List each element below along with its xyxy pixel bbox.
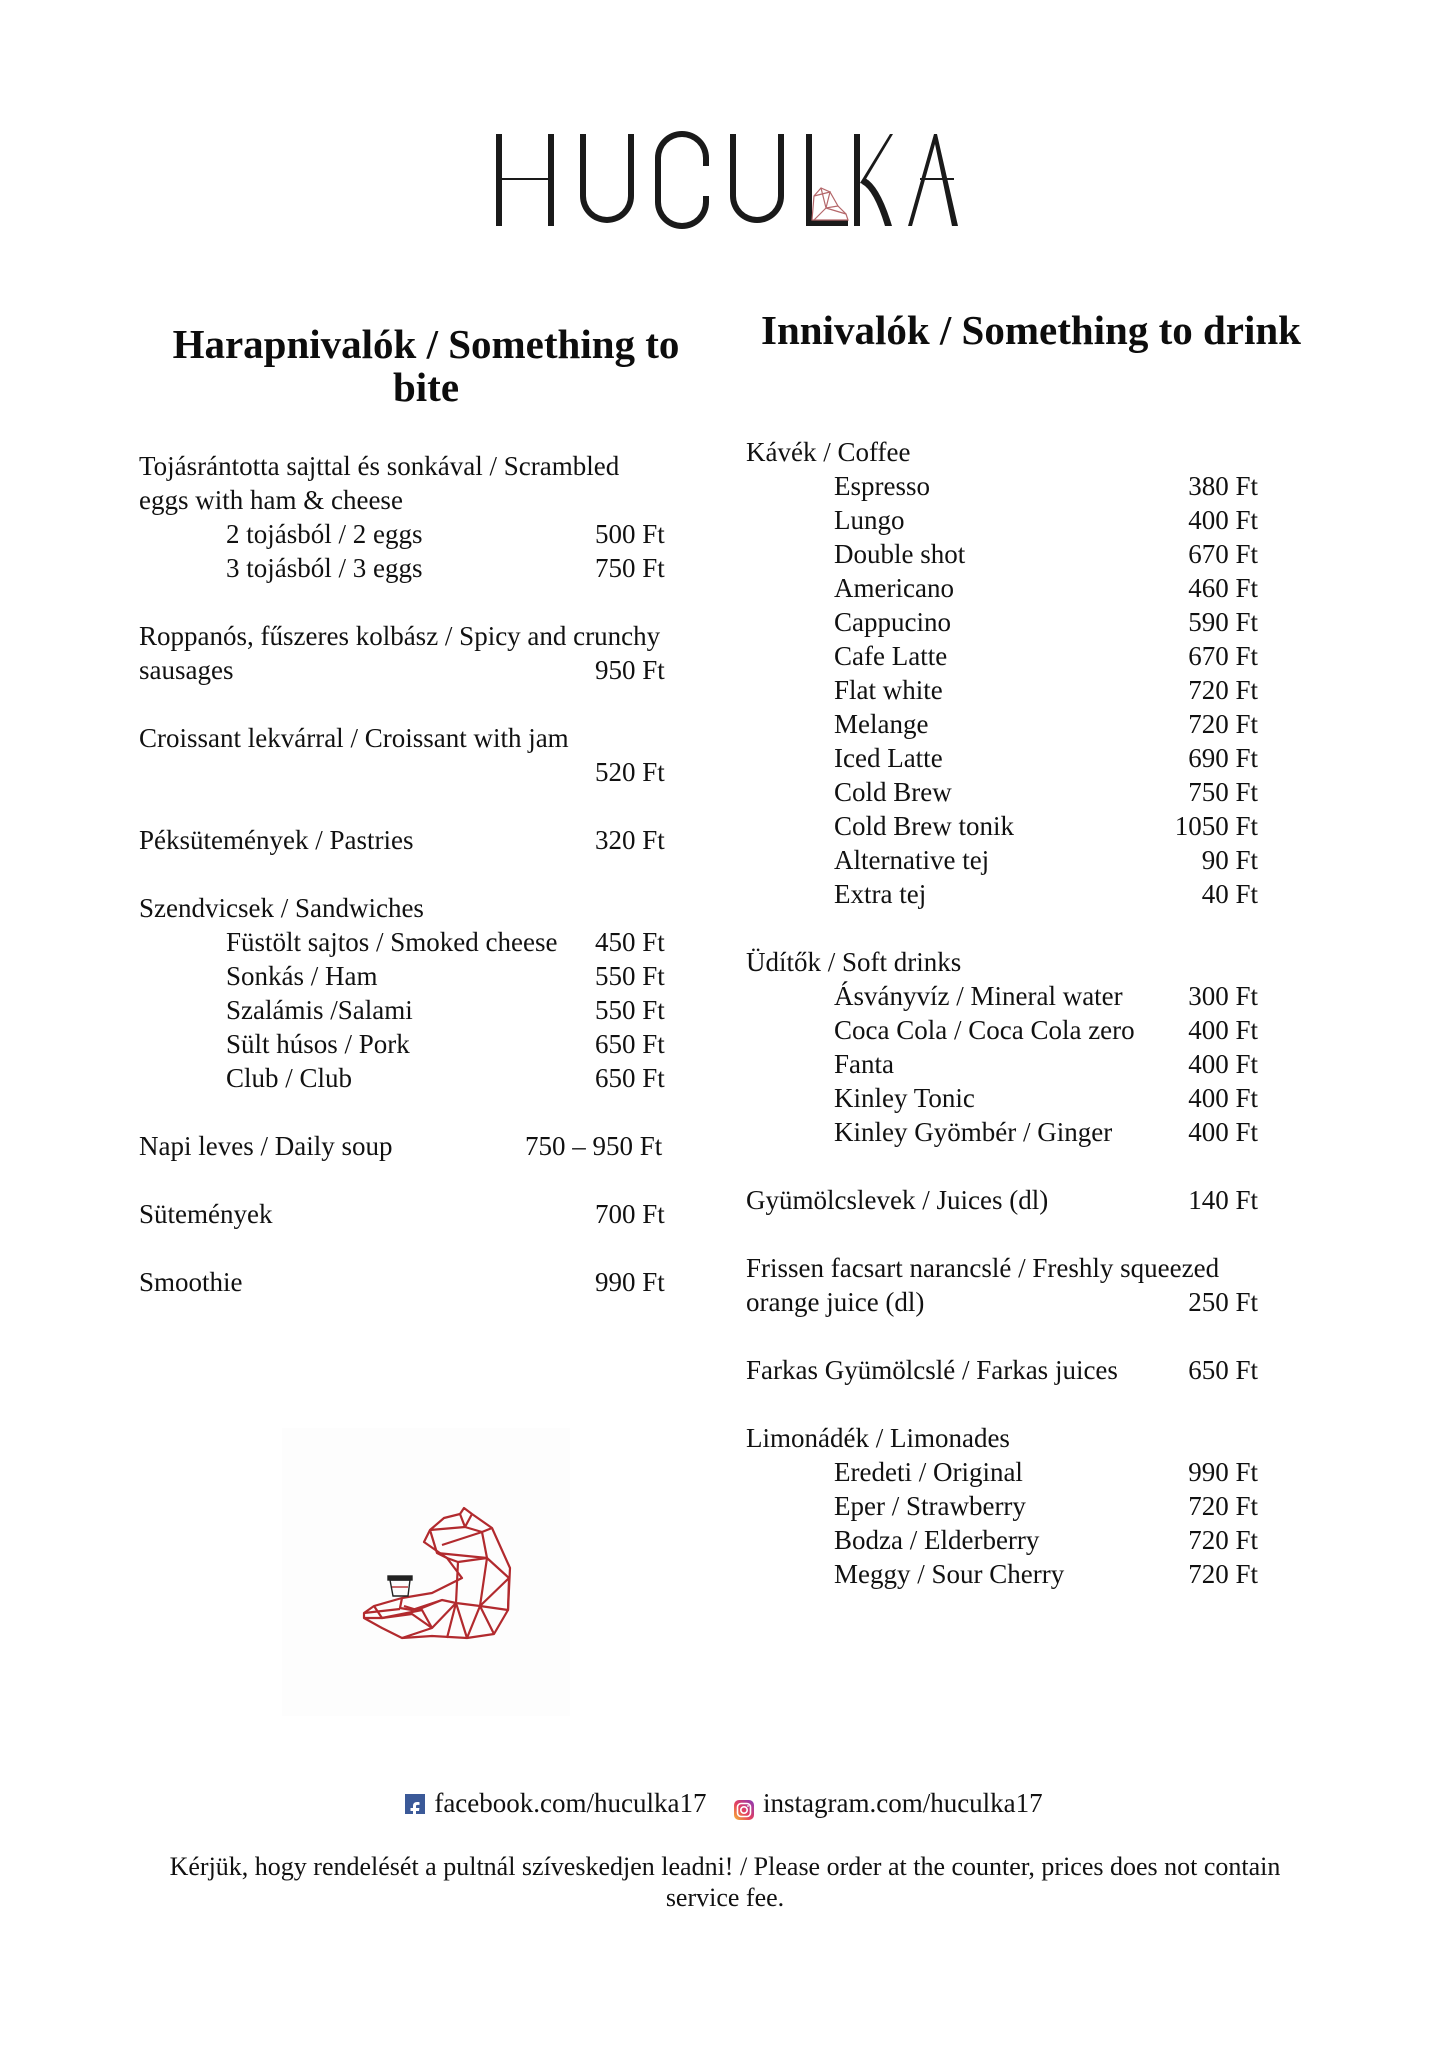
menu-item bbox=[139, 449, 739, 483]
item-price: 750 Ft bbox=[595, 553, 665, 583]
menu-item bbox=[139, 1265, 739, 1299]
spacer bbox=[746, 1217, 1266, 1251]
spacer bbox=[139, 1231, 739, 1265]
menu-subitem bbox=[746, 571, 1266, 605]
item-price: 400 Ft bbox=[1188, 1015, 1258, 1045]
item-name: Ásványvíz / Mineral water bbox=[834, 981, 1123, 1011]
item-name: sausages bbox=[139, 655, 234, 685]
menu-item bbox=[746, 1353, 1266, 1387]
item-price: 720 Ft bbox=[1188, 1559, 1258, 1589]
item-name: Meggy / Sour Cherry bbox=[834, 1559, 1065, 1589]
item-name: Kávék / Coffee bbox=[746, 437, 911, 467]
item-name: Gyümölcslevek / Juices (dl) bbox=[746, 1185, 1049, 1215]
menu-item bbox=[139, 823, 739, 857]
item-name: Szendvicsek / Sandwiches bbox=[139, 893, 424, 923]
item-name: Lungo bbox=[834, 505, 905, 535]
spacer bbox=[746, 1387, 1266, 1421]
menu-subitem bbox=[746, 707, 1266, 741]
facebook-url: facebook.com/huculka17 bbox=[434, 1788, 707, 1818]
food-menu-list bbox=[139, 449, 739, 1299]
facebook-icon bbox=[405, 1794, 425, 1814]
item-name: Frissen facsart narancslé / Freshly squeezed bbox=[746, 1253, 1220, 1283]
item-name: Eredeti / Original bbox=[834, 1457, 1023, 1487]
item-name: Szalámis /Salami bbox=[226, 995, 413, 1025]
spacer bbox=[139, 1163, 739, 1197]
item-price: 380 Ft bbox=[1188, 471, 1258, 501]
item-price: 950 Ft bbox=[595, 655, 665, 685]
spacer bbox=[139, 857, 739, 891]
menu-subitem bbox=[139, 1061, 739, 1095]
menu-subitem bbox=[139, 551, 739, 585]
item-price: 650 Ft bbox=[1188, 1355, 1258, 1385]
menu-subitem bbox=[746, 503, 1266, 537]
menu-item bbox=[139, 483, 739, 517]
menu-subitem bbox=[746, 1455, 1266, 1489]
item-name: Roppanós, fűszeres kolbász / Spicy and crunchy bbox=[139, 621, 661, 651]
menu-subitem bbox=[746, 775, 1266, 809]
menu-item bbox=[746, 945, 1266, 979]
item-price: 90 Ft bbox=[1201, 845, 1258, 875]
section-title-food: Harapnivalók / Something to bite bbox=[172, 321, 680, 410]
item-name: 3 tojásból / 3 eggs bbox=[226, 553, 423, 583]
spacer bbox=[746, 911, 1266, 945]
item-name: Cold Brew bbox=[834, 777, 952, 807]
menu-subitem bbox=[746, 877, 1266, 911]
item-price: 720 Ft bbox=[1188, 709, 1258, 739]
item-name: Sütemények bbox=[139, 1199, 273, 1229]
item-price: 650 Ft bbox=[595, 1029, 665, 1059]
item-name: orange juice (dl) bbox=[746, 1287, 925, 1317]
item-price: 650 Ft bbox=[595, 1063, 665, 1093]
item-name: Kinley Gyömbér / Ginger bbox=[834, 1117, 1113, 1147]
item-name: Füstölt sajtos / Smoked cheese bbox=[226, 927, 558, 957]
instagram-url: instagram.com/huculka17 bbox=[762, 1788, 1043, 1818]
menu-item bbox=[139, 1129, 739, 1163]
item-price: 750 Ft bbox=[1188, 777, 1258, 807]
menu-item bbox=[746, 1183, 1266, 1217]
menu-item bbox=[139, 653, 739, 687]
item-name: Fanta bbox=[834, 1049, 894, 1079]
menu-item bbox=[139, 755, 739, 789]
item-price: 700 Ft bbox=[595, 1199, 665, 1229]
item-price: 590 Ft bbox=[1188, 607, 1258, 637]
item-name: Péksütemények / Pastries bbox=[139, 825, 414, 855]
menu-subitem bbox=[746, 1489, 1266, 1523]
instagram-icon bbox=[734, 1794, 754, 1814]
item-name: Coca Cola / Coca Cola zero bbox=[834, 1015, 1135, 1045]
item-name: Limonádék / Limonades bbox=[746, 1423, 1010, 1453]
item-name: Flat white bbox=[834, 675, 943, 705]
item-name: Tojásrántotta sajttal és sonkával / Scrambled bbox=[139, 451, 620, 481]
item-name: Kinley Tonic bbox=[834, 1083, 975, 1113]
spacer bbox=[746, 1149, 1266, 1183]
section-title-drinks: Innivalók / Something to drink bbox=[761, 307, 1301, 353]
item-price: 40 Ft bbox=[1201, 879, 1258, 909]
menu-subitem bbox=[746, 843, 1266, 877]
bear-icon bbox=[364, 1508, 510, 1638]
item-price: 550 Ft bbox=[595, 961, 665, 991]
item-name: Espresso bbox=[834, 471, 930, 501]
menu-subitem bbox=[746, 741, 1266, 775]
menu-subitem bbox=[746, 1081, 1266, 1115]
menu-subitem bbox=[139, 517, 739, 551]
bear-with-coffee-illustration bbox=[282, 1428, 570, 1716]
spacer bbox=[139, 789, 739, 823]
item-price: 520 Ft bbox=[595, 757, 665, 787]
menu-subitem bbox=[746, 673, 1266, 707]
item-name: Iced Latte bbox=[834, 743, 943, 773]
item-price: 670 Ft bbox=[1188, 539, 1258, 569]
menu-subitem bbox=[746, 1115, 1266, 1149]
menu-item bbox=[139, 1197, 739, 1231]
item-price: 320 Ft bbox=[595, 825, 665, 855]
huculka-logo bbox=[488, 128, 958, 232]
menu-item bbox=[746, 435, 1266, 469]
menu-subitem bbox=[139, 925, 739, 959]
menu-subitem bbox=[746, 537, 1266, 571]
item-price: 140 Ft bbox=[1188, 1185, 1258, 1215]
menu-subitem bbox=[139, 1027, 739, 1061]
item-price: 400 Ft bbox=[1188, 505, 1258, 535]
item-name: Sült húsos / Pork bbox=[226, 1029, 410, 1059]
coffee-cup-icon bbox=[388, 1576, 412, 1596]
order-notice: Kérjük, hogy rendelését a pultnál szíveskedjen leadni! / Please order at the counter, prices does not contain service fee. bbox=[169, 1852, 1281, 1912]
item-price: 450 Ft bbox=[595, 927, 665, 957]
item-name: Üdítők / Soft drinks bbox=[746, 947, 962, 977]
item-name: Extra tej bbox=[834, 879, 927, 909]
spacer bbox=[139, 585, 739, 619]
item-price: 720 Ft bbox=[1188, 1491, 1258, 1521]
menu-item bbox=[746, 1421, 1266, 1455]
item-price: 690 Ft bbox=[1188, 743, 1258, 773]
item-name: 2 tojásból / 2 eggs bbox=[226, 519, 423, 549]
item-price: 500 Ft bbox=[595, 519, 665, 549]
item-price: 550 Ft bbox=[595, 995, 665, 1025]
spacer bbox=[139, 1095, 739, 1129]
spacer bbox=[746, 1319, 1266, 1353]
item-name: Americano bbox=[834, 573, 954, 603]
item-name: Bodza / Elderberry bbox=[834, 1525, 1040, 1555]
item-price: 720 Ft bbox=[1188, 1525, 1258, 1555]
menu-subitem bbox=[746, 1557, 1266, 1591]
item-name: Farkas Gyümölcslé / Farkas juices bbox=[746, 1355, 1118, 1385]
logo-bear-icon bbox=[812, 188, 848, 220]
menu-subitem bbox=[139, 959, 739, 993]
drinks-menu-list bbox=[746, 435, 1266, 1591]
item-price: 750 – 950 Ft bbox=[525, 1131, 663, 1161]
item-name: Cappucino bbox=[834, 607, 951, 637]
menu-subitem bbox=[746, 1523, 1266, 1557]
item-price: 720 Ft bbox=[1188, 675, 1258, 705]
menu-item bbox=[139, 721, 739, 755]
item-name: Smoothie bbox=[139, 1267, 243, 1297]
item-name: Eper / Strawberry bbox=[834, 1491, 1026, 1521]
facebook-link[interactable] bbox=[405, 1786, 706, 1820]
item-name: Cold Brew tonik bbox=[834, 811, 1014, 841]
item-price: 400 Ft bbox=[1188, 1117, 1258, 1147]
menu-item bbox=[746, 1251, 1266, 1285]
menu-subitem bbox=[746, 469, 1266, 503]
menu-item bbox=[139, 891, 739, 925]
item-price: 990 Ft bbox=[595, 1267, 665, 1297]
item-price: 300 Ft bbox=[1188, 981, 1258, 1011]
item-name: Melange bbox=[834, 709, 929, 739]
item-name: Croissant lekvárral / Croissant with jam bbox=[139, 723, 569, 753]
menu-subitem bbox=[139, 993, 739, 1027]
item-name: Alternative tej bbox=[834, 845, 990, 875]
item-price: 400 Ft bbox=[1188, 1083, 1258, 1113]
item-price: 460 Ft bbox=[1188, 573, 1258, 603]
item-name: Napi leves / Daily soup bbox=[139, 1131, 393, 1161]
item-name: Cafe Latte bbox=[834, 641, 948, 671]
menu-subitem bbox=[746, 809, 1266, 843]
item-name: eggs with ham & cheese bbox=[139, 485, 403, 515]
item-name: Club / Club bbox=[226, 1063, 353, 1093]
spacer bbox=[139, 687, 739, 721]
item-price: 400 Ft bbox=[1188, 1049, 1258, 1079]
item-price: 1050 Ft bbox=[1174, 811, 1258, 841]
item-price: 990 Ft bbox=[1188, 1457, 1258, 1487]
item-name: Sonkás / Ham bbox=[226, 961, 378, 991]
menu-subitem bbox=[746, 639, 1266, 673]
menu-subitem bbox=[746, 1047, 1266, 1081]
menu-subitem bbox=[746, 1013, 1266, 1047]
instagram-link[interactable] bbox=[734, 1786, 1043, 1820]
menu-subitem bbox=[746, 979, 1266, 1013]
item-price: 670 Ft bbox=[1188, 641, 1258, 671]
menu-subitem bbox=[746, 605, 1266, 639]
social-links bbox=[0, 1786, 1448, 1827]
menu-item bbox=[746, 1285, 1266, 1319]
item-name: Double shot bbox=[834, 539, 966, 569]
item-price: 250 Ft bbox=[1188, 1287, 1258, 1317]
menu-item bbox=[139, 619, 739, 653]
